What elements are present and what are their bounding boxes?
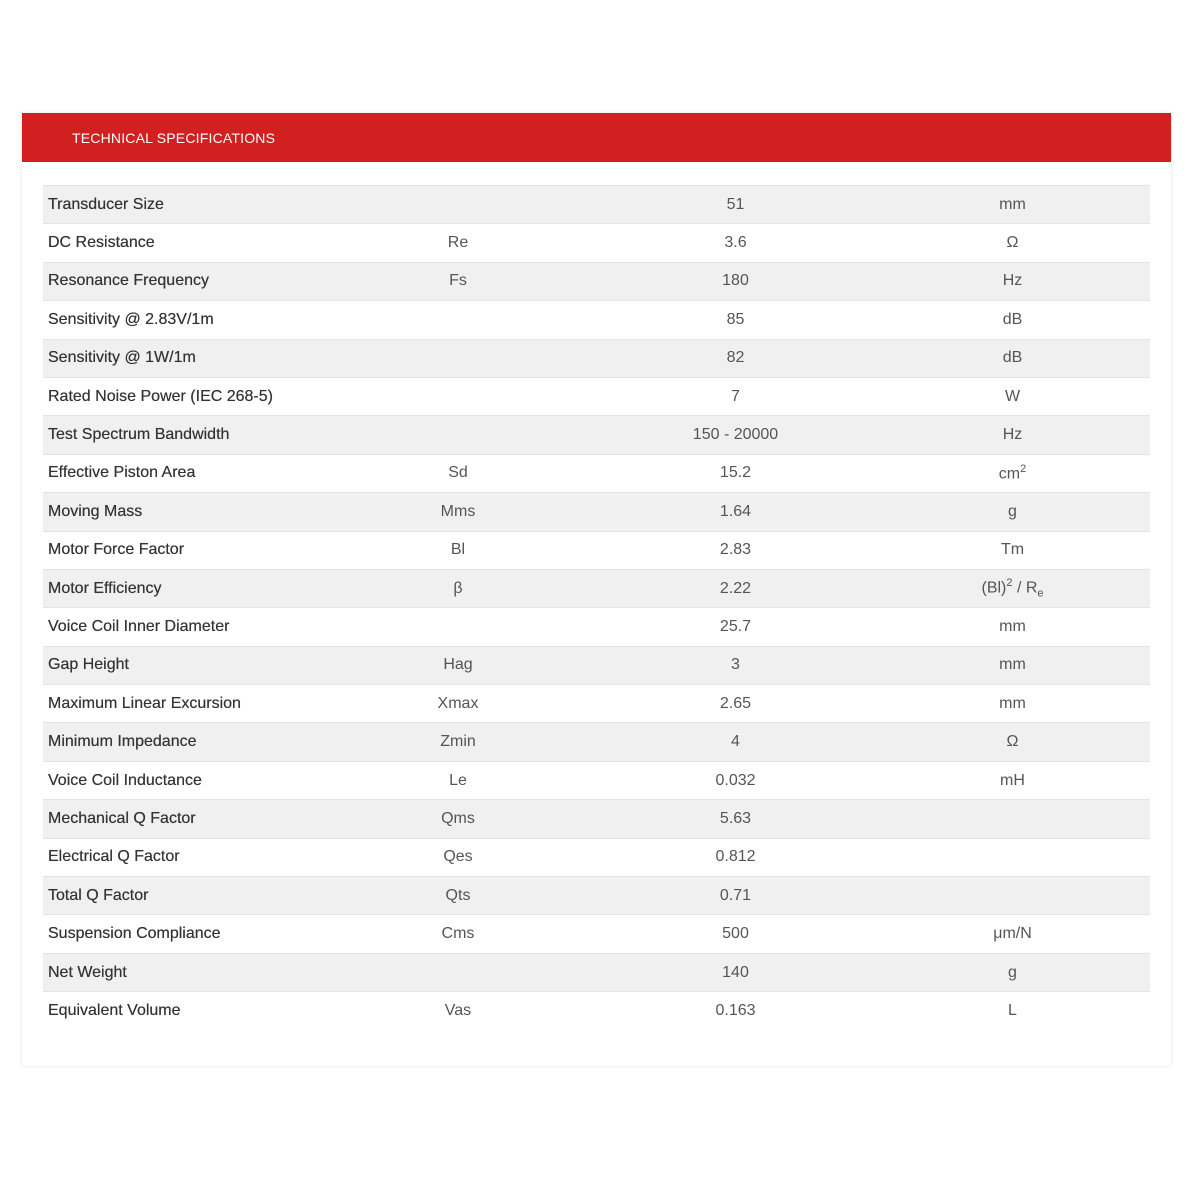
spec-unit [943, 311, 1082, 329]
table-row [43, 185, 1150, 223]
spec-value: 7 [731, 387, 740, 405]
spec-symbol: Bl [450, 541, 466, 559]
spec-unit [943, 695, 1082, 713]
spec-symbol: Cms [441, 925, 475, 943]
table-row [43, 991, 1150, 1029]
spec-unit [943, 349, 1082, 367]
spec-unit [943, 541, 1082, 559]
spec-symbol: Le [449, 771, 467, 789]
spec-name: Resonance Frequency [48, 272, 209, 290]
spec-value: 0.812 [715, 848, 756, 866]
specifications-card [22, 113, 1171, 1066]
spec-unit-text: Hz [1002, 426, 1023, 444]
spec-unit-text: Tm [1000, 541, 1025, 559]
table-row [43, 454, 1150, 492]
spec-unit-superscript: 2 [1006, 577, 1013, 590]
table-row [43, 684, 1150, 722]
spec-unit [943, 618, 1082, 636]
spec-unit [943, 656, 1082, 674]
spec-value: 500 [722, 925, 749, 943]
spec-name: Moving Mass [48, 502, 143, 520]
spec-unit-tail: / R [1012, 579, 1038, 597]
spec-symbol: Qms [441, 809, 475, 827]
spec-symbol: Qts [445, 886, 471, 904]
spec-value: 85 [726, 310, 745, 328]
spec-unit-text: Ω [1006, 234, 1019, 252]
spec-value: 150 - 20000 [692, 426, 779, 444]
spec-value: 2.65 [719, 694, 752, 712]
spec-value: 82 [726, 349, 745, 367]
spec-symbol: β [453, 579, 463, 597]
table-row [43, 646, 1150, 684]
spec-value: 4 [731, 733, 740, 751]
spec-unit-text: mH [1000, 771, 1025, 789]
specifications-title: TECHNICAL SPECIFICATIONS [72, 129, 276, 146]
spec-unit [943, 388, 1082, 406]
spec-unit-text: mm [999, 617, 1026, 635]
table-row [43, 838, 1150, 876]
spec-symbol: Fs [449, 272, 467, 290]
spec-unit-superscript: 2 [1020, 463, 1027, 476]
spec-unit [943, 196, 1082, 214]
spec-unit [943, 733, 1082, 751]
table-row [43, 531, 1150, 569]
spec-symbol: Qes [443, 848, 473, 866]
spec-unit-text: mm [999, 195, 1026, 213]
table-row [43, 722, 1150, 760]
spec-value: 51 [726, 195, 745, 213]
spec-symbol: Re [447, 234, 469, 252]
spec-value: 0.163 [715, 1001, 756, 1019]
spec-unit-text: g [1008, 502, 1017, 520]
table-row [43, 415, 1150, 453]
spec-symbol: Zmin [440, 733, 476, 751]
spec-name: Suspension Compliance [48, 925, 221, 943]
table-row [43, 300, 1150, 338]
table-row [43, 569, 1150, 607]
spec-name: Sensitivity @ 1W/1m [48, 349, 196, 367]
spec-name: Maximum Linear Excursion [48, 694, 241, 712]
spec-name: Gap Height [48, 656, 129, 674]
spec-unit-text: μm/N [993, 925, 1032, 943]
spec-unit [943, 426, 1082, 444]
specifications-table [43, 185, 1150, 1030]
spec-unit-text: dB [1002, 310, 1023, 328]
specifications-header [22, 113, 1171, 162]
table-row [43, 607, 1150, 645]
spec-name: Voice Coil Inductance [48, 771, 202, 789]
spec-name: Mechanical Q Factor [48, 809, 196, 827]
spec-unit [943, 577, 1082, 600]
table-row [43, 492, 1150, 530]
spec-name: Motor Efficiency [48, 579, 162, 597]
spec-unit-text: W [1004, 387, 1021, 405]
spec-unit-text: Hz [1002, 272, 1023, 290]
spec-unit-text: (Bl) [981, 579, 1007, 597]
spec-value: 15.2 [719, 464, 752, 482]
spec-name: Voice Coil Inner Diameter [48, 617, 230, 635]
table-row [43, 761, 1150, 799]
spec-value: 0.032 [715, 771, 756, 789]
spec-unit [943, 234, 1082, 252]
spec-name: Motor Force Factor [48, 541, 185, 559]
spec-unit-subscript: e [1037, 587, 1044, 600]
spec-unit [943, 463, 1082, 483]
table-row [43, 876, 1150, 914]
spec-value: 1.64 [719, 502, 752, 520]
spec-value: 140 [722, 963, 749, 981]
spec-name: Effective Piston Area [48, 464, 196, 482]
spec-symbol: Vas [444, 1001, 472, 1019]
spec-value: 25.7 [719, 617, 752, 635]
spec-unit-text: L [1008, 1001, 1017, 1019]
spec-symbol: Mms [440, 502, 476, 520]
table-row [43, 339, 1150, 377]
spec-value: 5.63 [719, 809, 752, 827]
spec-unit-text: mm [999, 656, 1026, 674]
spec-unit [943, 964, 1082, 982]
spec-unit [943, 272, 1082, 290]
spec-value: 2.83 [719, 541, 752, 559]
spec-name: Rated Noise Power (IEC 268-5) [48, 387, 273, 405]
spec-unit-text: dB [1002, 349, 1023, 367]
table-row [43, 914, 1150, 952]
spec-value: 0.71 [719, 886, 752, 904]
spec-unit-text: Ω [1006, 733, 1019, 751]
spec-name: Electrical Q Factor [48, 848, 180, 866]
spec-name: Net Weight [48, 963, 127, 981]
spec-unit [943, 925, 1082, 943]
table-row [43, 262, 1150, 300]
spec-value: 3.6 [724, 234, 747, 252]
table-row [43, 953, 1150, 991]
spec-name: Sensitivity @ 2.83V/1m [48, 310, 214, 328]
spec-name: Test Spectrum Bandwidth [48, 426, 230, 444]
spec-name: Total Q Factor [48, 886, 149, 904]
spec-value: 3 [731, 656, 740, 674]
spec-unit [943, 1002, 1082, 1020]
spec-unit-text: cm [998, 465, 1021, 483]
table-row [43, 377, 1150, 415]
spec-unit-text: g [1008, 963, 1017, 981]
spec-unit [943, 503, 1082, 521]
table-row [43, 223, 1150, 261]
spec-value: 2.22 [719, 579, 752, 597]
spec-symbol: Sd [448, 464, 468, 482]
spec-symbol: Xmax [437, 694, 479, 712]
table-row [43, 799, 1150, 837]
spec-name: Equivalent Volume [48, 1001, 181, 1019]
spec-unit-text: mm [999, 694, 1026, 712]
spec-name: Minimum Impedance [48, 733, 197, 751]
spec-unit [943, 772, 1082, 790]
spec-name: Transducer Size [48, 195, 164, 213]
spec-name: DC Resistance [48, 234, 155, 252]
spec-symbol: Hag [443, 656, 473, 674]
spec-value: 180 [722, 272, 749, 290]
